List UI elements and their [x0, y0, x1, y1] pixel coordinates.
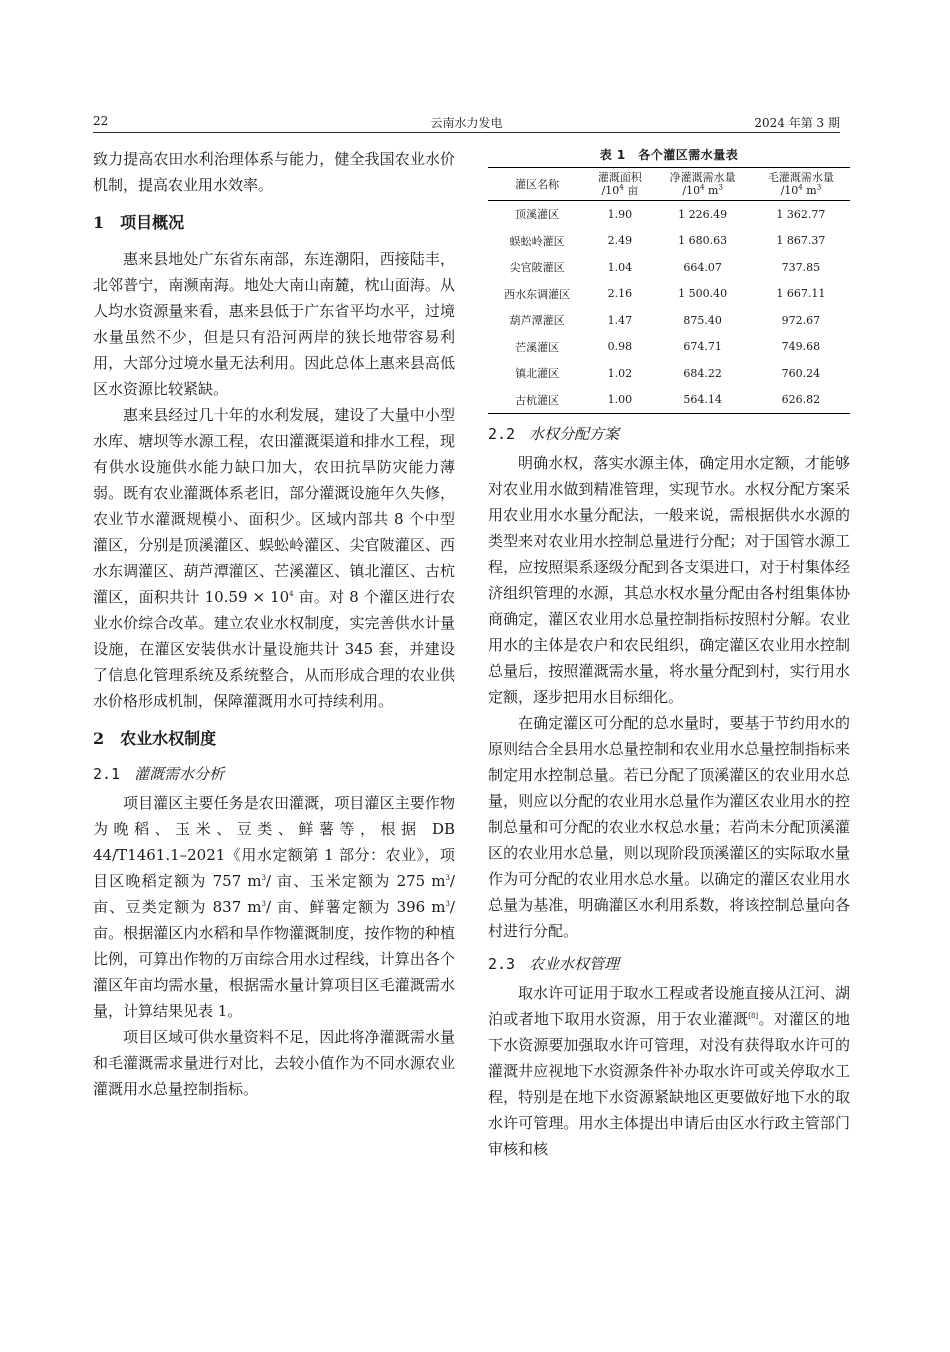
subsection-heading-2-2 — [488, 422, 850, 446]
column-header-name: 灌区名称 — [488, 168, 586, 201]
table-row: 西水东调灌区 2.16 1 500.40 1 667.11 — [504, 287, 826, 301]
right-column — [488, 146, 850, 1162]
table-row: 顶溪灌区 1.90 1 226.49 1 362.77 — [515, 207, 826, 222]
subsection-number: 2.3 — [488, 955, 516, 973]
subsection-title: 灌溉需水分析 — [134, 765, 225, 783]
water-demand-table — [488, 167, 850, 414]
section-heading-2 — [93, 726, 455, 752]
paragraph: 项目灌区主要任务是农田灌溉，项目灌区主要作物为晚稻、玉米、豆类、鲜薯等，根据 DB 44/T1461.1–2021《用水定额第 1 部分：农业》，项目区晚稻定额为 757 $m^3/$ 亩、玉米定额为 275 $m^3/$ 亩、豆类定额为 837 $m^3/$ 亩、鲜薯定额为 396 $m^3/$ 亩。根据灌区内水稻和旱作物灌溉制度，按作物的种植比例，可算出作物的万亩综合用水过程线，计算出各个灌区年亩均需水量，根据需水量计算项目区毛灌溉需水量，计算结果见表 1。 — [93, 794, 455, 1020]
running-header — [93, 112, 840, 133]
paragraph: 惠来县经过几十年的水利发展，建设了大量中小型水库、塘坝等水源工程，农田灌溉渠道和排水工程，现有供水设施供水能力缺口加大，农田抗旱防灾能力薄弱。既有农业灌溉体系老旧，部分灌溉设施年久失修，农业节水灌溉规模小、面积少。区域内部共 8 个中型灌区，分别是顶溪灌区、蜈蚣岭灌区、尖官陂灌区、西水东调灌区、葫芦潭灌区、芒溪灌区、镇北灌区、古杭灌区，面积共计 $10.59 \times 10^4$ 亩。对 8 个灌区进行农业水价综合改革。建立农业水权制度，实完善供水计量设施，在灌区安装供水计量设施共计 345 套，并建设了信息化管理系统及系统整合，从而形成合理的农业供水价格形成机制，保障灌溉用水可持续利用。 — [93, 406, 455, 710]
paragraph: 在确定灌区可分配的总水量时，要基于节约用水的原则结合全县用水总量控制和农业用水总量控制指标来制定用水控制总量。若已分配了顶溪灌区的农业用水总量，则应以分配的农业用水总量作为灌区农业用水的控制总量和可分配的农业水权总水量；若尚未分配顶溪灌区的农业用水总量，则以现阶段顶溪灌区的实际取水量作为可分配的农业用水总水量。以确定的灌区农业用水总量为基准，明确灌区水利用系数，将该控制总量向各村进行分配。 — [488, 714, 850, 940]
paragraph-intro-continued: 致力提高农田水利治理体系与能力，健全我国农业水价机制，提高农业用水效率。 — [93, 150, 455, 194]
left-column — [93, 146, 455, 1102]
paragraph: 取水许可证用于取水工程或者设施直接从江河、湖泊或者地下取用水资源，用于农业灌溉[8]。对灌区的地下水资源要加强取水许可管理，对没有获得取水许可的灌溉井应视地下水资源条件补办取水许可或关停取水工程，特别是在地下水资源紧缺地区更要做好地下水的取水许可管理。用水主体提出申请后由区水行政主管部门审核和核 — [488, 984, 850, 1158]
section-title: 农业水权制度 — [120, 729, 217, 748]
issue-label: 2024 年第 3 期 — [754, 116, 840, 130]
paragraph: 明确水权，落实水源主体，确定用水定额，才能够对农业用水做到精准管理，实现节水。水权分配方案采用农业用水水量分配法，一般来说，需根据供水水源的类型来对农业用水控制总量进行分配；对于国管水源工程，应按照渠系逐级分配到各支渠进口，对于村集体经济组织管理的水源，其总水权水量分配由各村组集体协商确定，灌区农业用水总量控制指标按照村分解。农业用水的主体是农户和农民组织，确定灌区农业用水控制总量后，按照灌溉需水量，将水量分配到村，实行用水定额，逐步把用水目标细化。 — [488, 454, 850, 706]
section-heading-1 — [93, 210, 455, 236]
column-header-net: 净灌溉需水量 $/10^4$ $m^3$ — [654, 168, 752, 201]
subsection-title: 农业水权管理 — [529, 955, 620, 973]
table-caption: 表 1 各个灌区需水量表 — [599, 148, 739, 162]
paragraph: 惠来县地处广东省东南部，东连潮阳，西接陆丰，北邻普宁，南濒南海。地处大南山南麓，枕山面海。从人均水资源量来看，惠来县低于广东省平均水平，过境水量虽然不少，但是只有沿河两岸的狭长地带容易利用，大部分过境水量无法利用。因此总体上惠来县高低区水资源比较紧缺。 — [93, 250, 455, 398]
table-row: 葫芦潭灌区 1.47 875.40 972.67 — [509, 313, 821, 328]
table-row: 镇北灌区 1.02 684.22 760.24 — [515, 366, 821, 381]
table-1 — [488, 146, 850, 414]
column-header-area: 灌溉面积 $/10^4$ 亩 — [586, 168, 653, 201]
subsection-number: 2.1 — [93, 765, 121, 783]
subsection-heading-2-1 — [93, 762, 455, 786]
subsection-number: 2.2 — [488, 425, 516, 443]
paragraph: 项目区域可供水量资料不足，因此将净灌溉需水量和毛灌溉需求量进行对比，去较小值作为不同水源农业灌溉用水总量控制指标。 — [93, 1028, 455, 1098]
page-number: 22 — [93, 114, 109, 128]
journal-name: 云南水力发电 — [430, 116, 503, 130]
table-row: 尖官陂灌区 1.04 664.07 737.85 — [509, 260, 821, 275]
section-number: 2 — [93, 729, 105, 748]
table-row: 蜈蚣岭灌区 2.49 1 680.63 1 867.37 — [509, 234, 826, 248]
section-title: 项目概况 — [120, 213, 185, 232]
column-header-gross: 毛灌溉需水量 $/10^4$ $m^3$ — [752, 168, 850, 201]
subsection-title: 水权分配方案 — [529, 425, 620, 443]
table-row: 芒溪灌区 0.98 674.71 749.68 — [515, 340, 821, 354]
section-number: 1 — [93, 213, 105, 232]
citation-ref: [8] — [748, 1012, 759, 1020]
subsection-heading-2-3 — [488, 952, 850, 976]
table-row: 古杭灌区 1.00 564.14 626.82 — [488, 387, 850, 414]
